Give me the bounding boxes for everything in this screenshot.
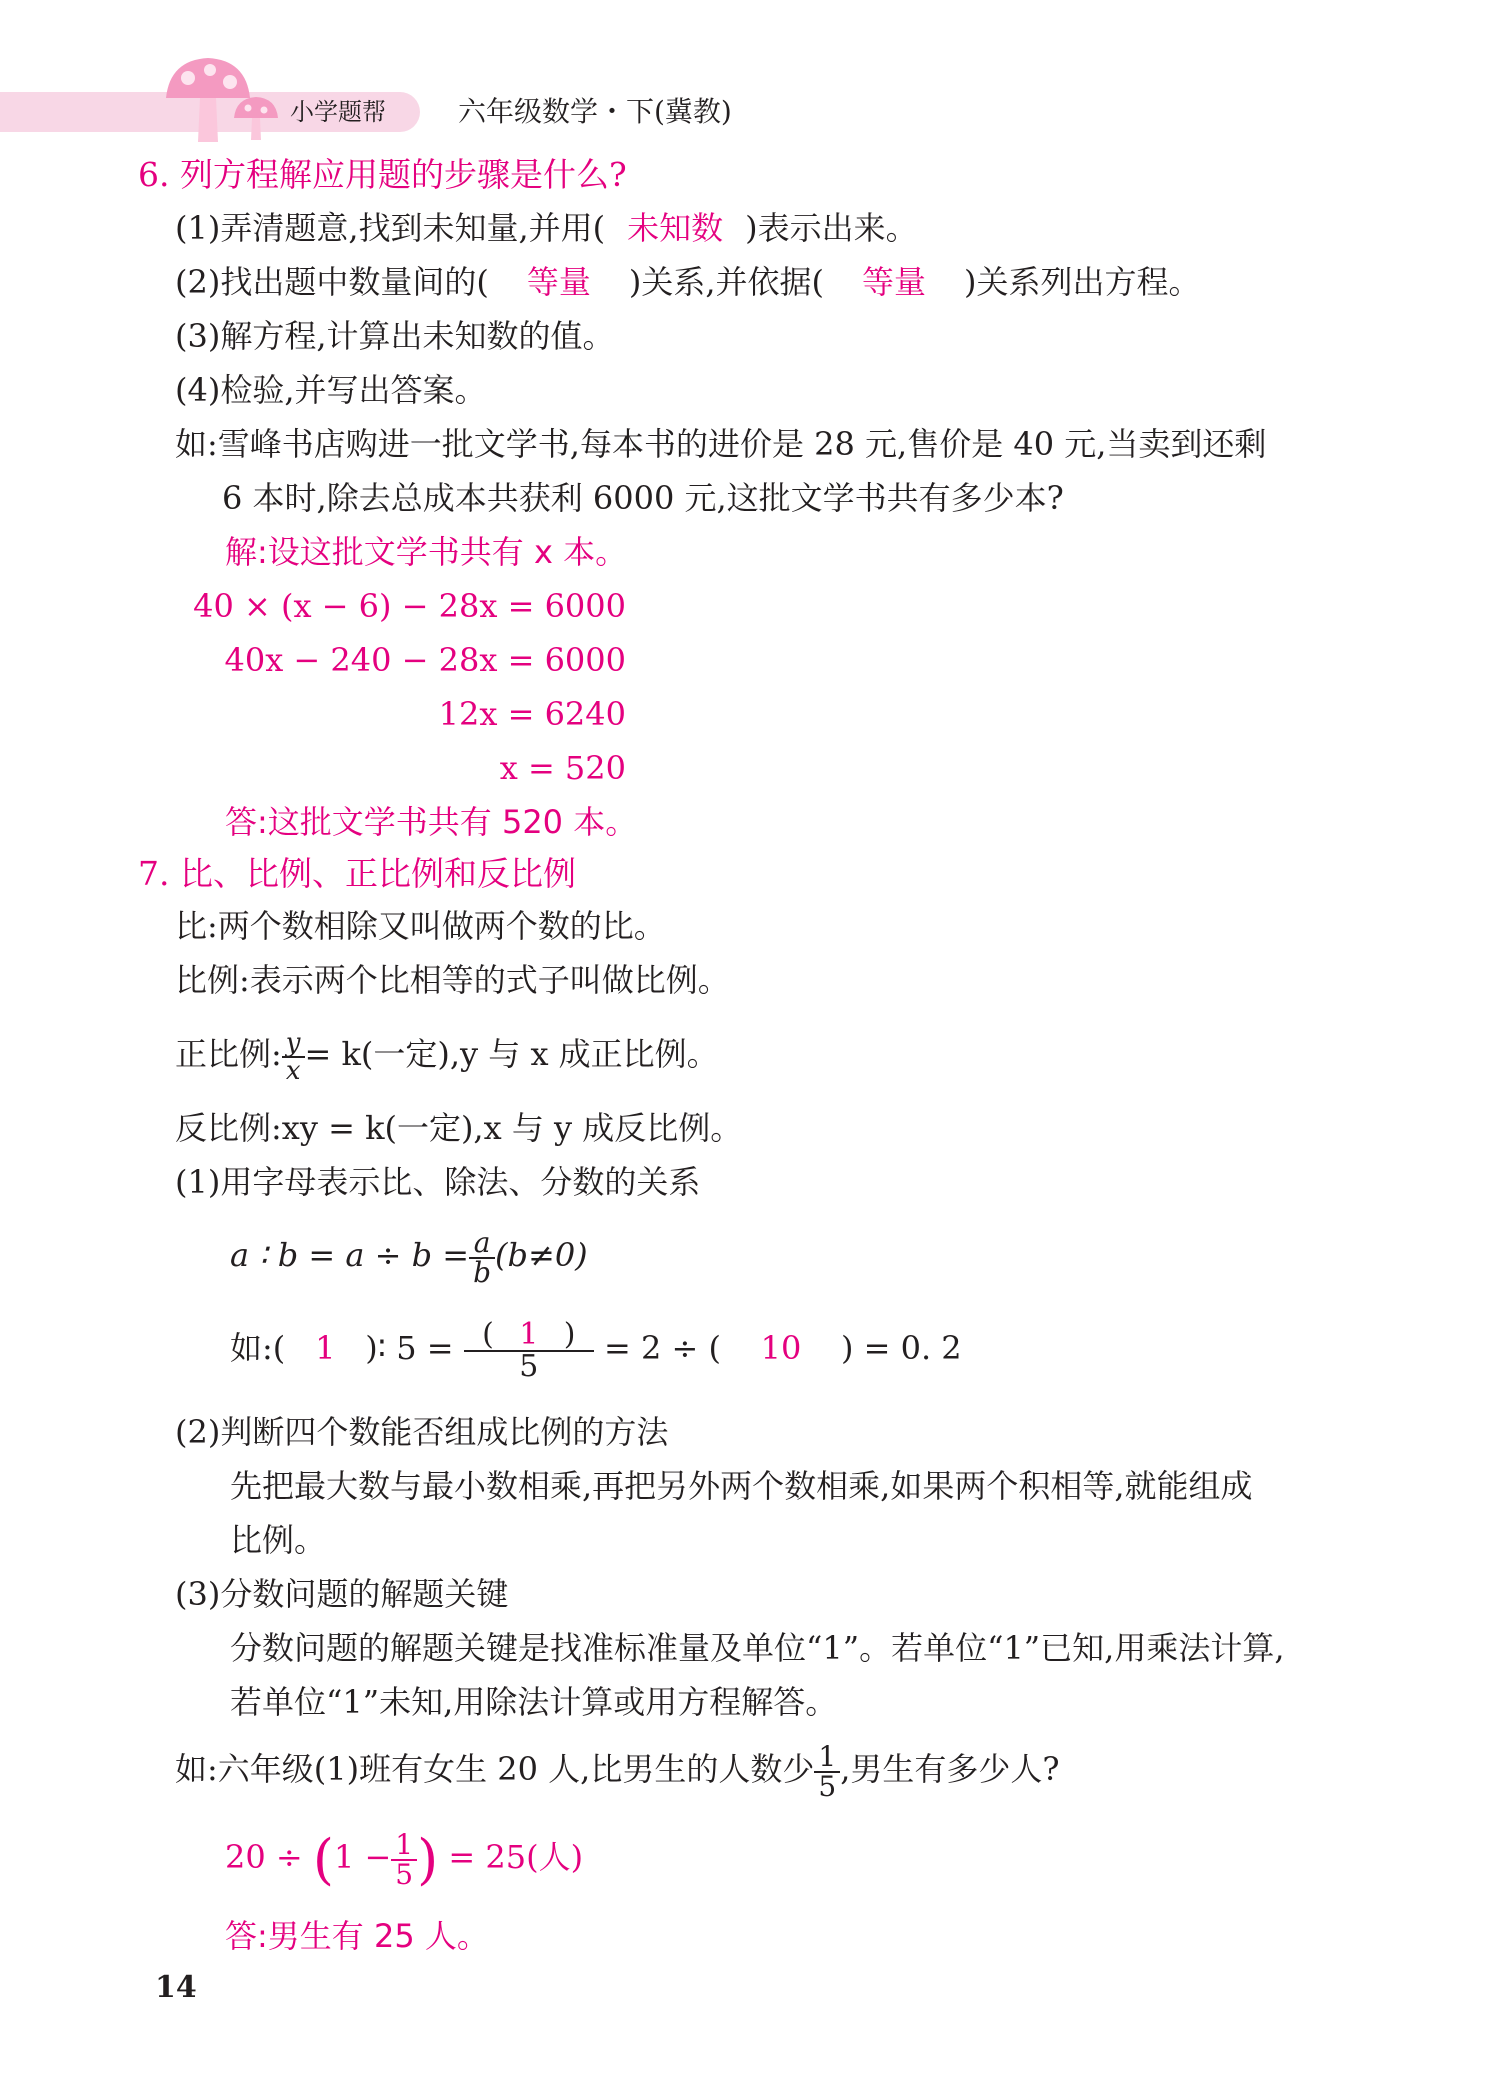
answer-blank: 1 xyxy=(519,1316,539,1352)
part1-title: (1)用字母表示比、除法、分数的关系 xyxy=(175,1163,701,1201)
fraction-example: 如:六年级(1)班有女生 20 人,比男生的人数少 $\frac{1}{5}$ ,男生有多少人? xyxy=(175,1739,1060,1803)
step-2: (2)找出题中数量间的( 等量 )关系,并依据( 等量 )关系列出方程。 xyxy=(175,263,1201,301)
step-3: (3)解方程,计算出未知数的值。 xyxy=(175,317,615,355)
answer-blank: 1 xyxy=(315,1329,336,1367)
book-title: 六年级数学・下(冀教) xyxy=(458,95,732,128)
direct-proportion: 正比例: $\frac{y}{x}$ = k(一定),y 与 x 成正比例。 xyxy=(175,1027,719,1086)
section7-heading: 7. 比、比例、正比例和反比例 xyxy=(138,854,576,893)
step-4: (4)检验,并写出答案。 xyxy=(175,371,487,409)
part3-body-1: 分数问题的解题关键是找准标准量及单位“1”。若单位“1”已知,用乘法计算, xyxy=(230,1629,1285,1667)
part3-body-2: 若单位“1”未知,用除法计算或用方程解答。 xyxy=(230,1683,838,1721)
part2-body-1: 先把最大数与最小数相乘,再把另外两个数相乘,如果两个积相等,就能组成 xyxy=(230,1467,1253,1505)
ratio-example: 如:( 1 )∶ 5 = $\frac{( 1 )}{5}$ = 2 ÷ ( 10 ) = 0. 2 xyxy=(230,1316,962,1384)
solution-intro: 解:设这批文学书共有 x 本。 xyxy=(225,533,628,571)
fraction-calculation: 20 ÷ (1 − $\frac{1}{5}$ ) = 25(人) xyxy=(225,1827,584,1891)
answer-blank: 10 xyxy=(760,1329,802,1367)
section6-heading: 6. 列方程解应用题的步骤是什么? xyxy=(138,155,627,194)
part2-body-2: 比例。 xyxy=(230,1521,327,1559)
answer-blank: 等量 xyxy=(526,263,591,301)
part3-title: (3)分数问题的解题关键 xyxy=(175,1575,509,1613)
answer-blank: 等量 xyxy=(861,263,926,301)
equation-1: 40 × (x − 6) − 28x = 6000 xyxy=(193,587,626,625)
example-line-2: 6 本时,除去总成本共获利 6000 元,这批文学书共有多少本? xyxy=(222,479,1064,517)
step-1: (1)弄清题意,找到未知量,并用( 未知数 )表示出来。 xyxy=(175,209,918,247)
part2-title: (2)判断四个数能否组成比例的方法 xyxy=(175,1413,669,1451)
section7-answer: 答:男生有 25 人。 xyxy=(225,1917,489,1955)
proportion-definition: 比例:表示两个比相等的式子叫做比例。 xyxy=(175,961,730,999)
letter-formula: a ∶ b = a ÷ b = $\frac{a}{b}$ (b≠0) xyxy=(230,1225,588,1289)
brand-label: 小学题帮 xyxy=(290,98,386,126)
mushroom-icon xyxy=(160,52,280,144)
equation-4: x = 520 xyxy=(499,749,626,787)
inverse-proportion: 反比例:xy = k(一定),x 与 y 成反比例。 xyxy=(175,1109,743,1147)
ratio-definition: 比:两个数相除又叫做两个数的比。 xyxy=(175,907,666,945)
example-line-1: 如:雪峰书店购进一批文学书,每本书的进价是 28 元,售价是 40 元,当卖到还剩 xyxy=(175,425,1267,463)
answer-blank: 未知数 xyxy=(627,209,724,247)
section6-answer: 答:这批文学书共有 520 本。 xyxy=(225,803,638,841)
page-number: 14 xyxy=(155,1970,197,2005)
equation-2: 40x − 240 − 28x = 6000 xyxy=(224,641,626,679)
equation-3: 12x = 6240 xyxy=(438,695,626,733)
